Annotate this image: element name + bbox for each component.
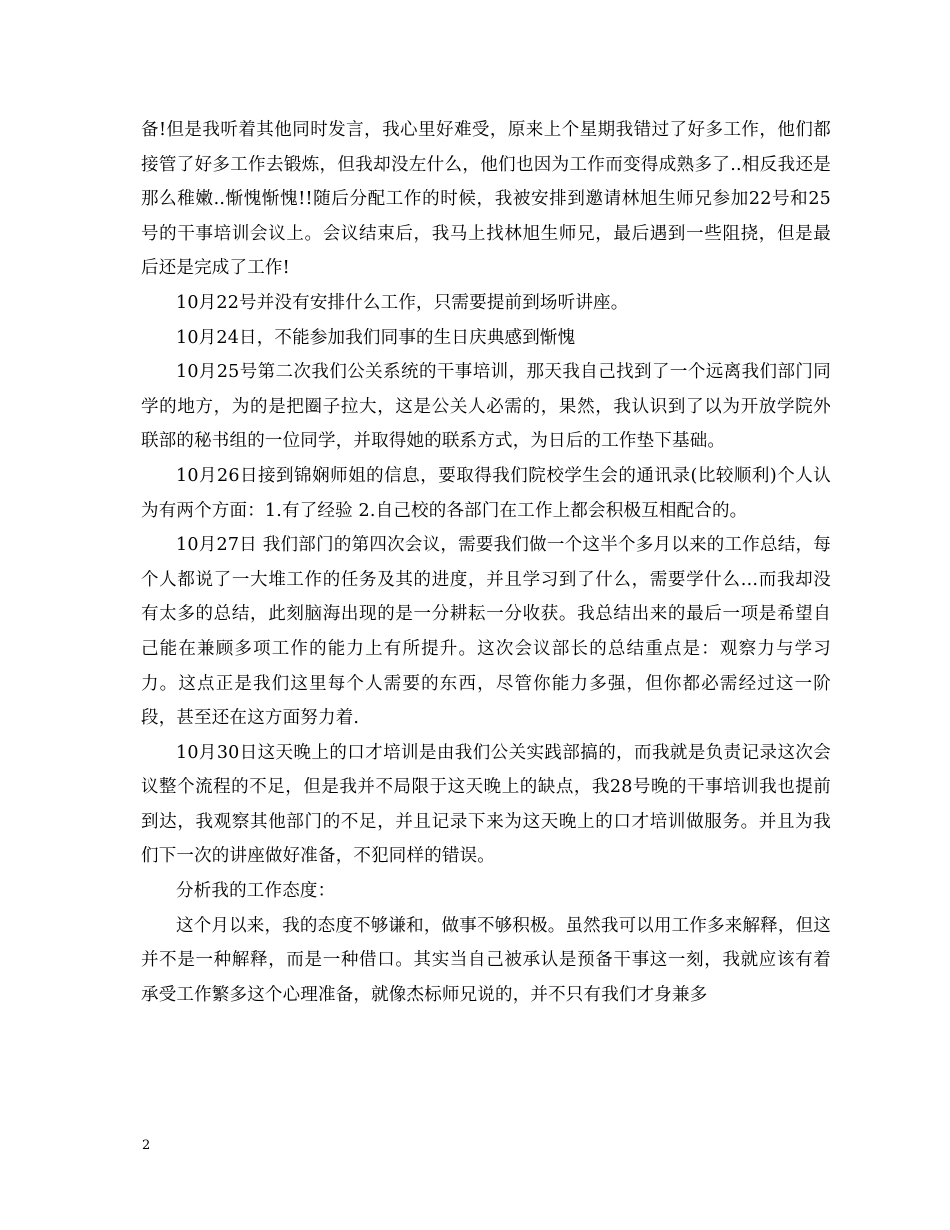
paragraph-6: 10月27日 我们部门的第四次会议，需要我们做一个这半个多月以来的工作总结，每个人都说了一大堆工作的任务及其的进度，并且学习到了什么，需要学什么…而我却没有太多的总结，此刻脑海出现的是一分耕耘一分收获。我总结出来的最后一项是希望自己能在兼顾多项工作的能力上有所提升。这次会议部长的总结重点是：观察力与学习力。这点正是我们这里每个人需要的东西，尽管你能力多强，但你都必需经过这一阶段，甚至还在这方面努力着.	[141, 535, 831, 729]
paragraph-3: 10月24日，不能参加我们同事的生日庆典感到惭愧	[176, 327, 576, 348]
paragraph-9: 这个月以来，我的态度不够谦和，做事不够积极。虽然我可以用工作多来解释，但这并不是一种解释，而是一种借口。其实当自己被承认是预备干事这一刻，我就应该有着承受工作繁多这个心理准备，就像杰标师兄说的，并不只有我们才身兼多	[141, 915, 831, 1005]
paragraph-5: 10月26日接到锦娴师姐的信息，要取得我们院校学生会的通讯录(比较顺利)个人认为有两个方面：1.有了经验 2.自己校的各部门在工作上都会积极互相配合的。	[141, 465, 831, 521]
paragraph-7: 10月30日这天晚上的口才培训是由我们公关实践部搞的，而我就是负责记录这次会议整个流程的不足，但是我并不局限于这天晚上的缺点，我28号晚的干事培训我也提前到达，我观察其他部门的不足，并且记录下来为这天晚上的口才培训做服务。并且为我们下一次的讲座做好准备，不犯同样的错误。	[141, 742, 831, 867]
paragraph-4: 10月25号第二次我们公关系统的干事培训，那天我自己找到了一个远离我们部门同学的地方，为的是把圈子拉大，这是公关人必需的，果然，我认识到了以为开放学院外联部的秘书组的一位同学，并取得她的联系方式，为日后的工作垫下基础。	[141, 362, 831, 452]
paragraph-2: 10月22号并没有安排什么工作，只需要提前到场听讲座。	[176, 292, 629, 313]
paragraph-8: 分析我的工作态度：	[176, 881, 336, 902]
paragraph-1: 备!但是我听着其他同时发言，我心里好难受，原来上个星期我错过了好多工作，他们都接管了好多工作去锻炼，但我却没左什么，他们也因为工作而变得成熟多了..相反我还是那么稚嫩..惭愧惭愧!!随后分配工作的时候，我被安排到邀请林旭生师兄参加22号和25号的干事培训会议上。会议结束后，我马上找林旭生师兄，最后遇到一些阻挠，但是最后还是完成了工作!	[141, 120, 831, 279]
document-body	[141, 113, 831, 1012]
page-number: 2	[142, 1138, 151, 1153]
